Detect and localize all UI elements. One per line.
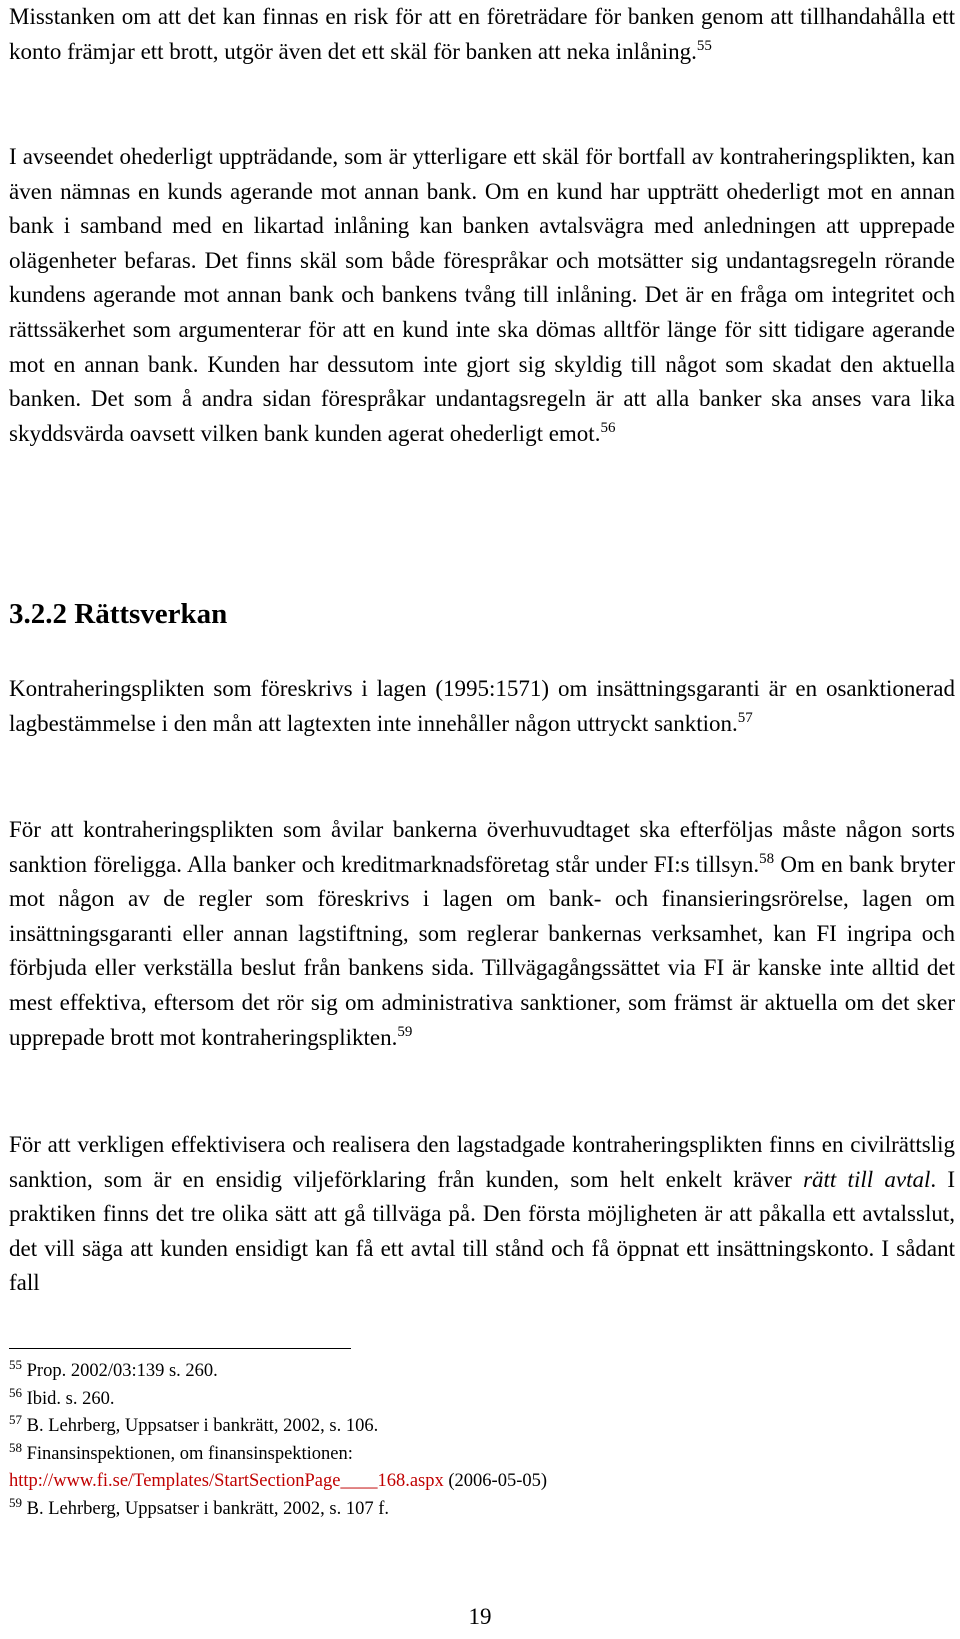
footnote-ref-59[interactable]: 59 xyxy=(397,1023,413,1040)
footnote-59: $^{59}$ B. Lehrberg, Uppsatser i bankrätt, 2002, s. 107 f. xyxy=(9,1494,390,1519)
footnote-ref-55[interactable]: 55 xyxy=(696,37,712,54)
footnote-55: $^{55}$ Prop. 2002/03:139 s. 260. xyxy=(9,1357,218,1381)
footnotes xyxy=(9,1358,955,1523)
footnote-58-link-line: http://www.fi.se/Templates/StartSectionPage____168.aspx (2006-05-05) xyxy=(9,1471,548,1491)
footnote-ref-57[interactable]: 57 xyxy=(737,709,753,726)
footnote-56: $^{56}$ Ibid. s. 260. xyxy=(9,1384,115,1409)
paragraph-kontraheringsplikten: Kontraheringsplikten som föreskrivs i lagen (1995:1571) om insättningsgaranti är en osanktionerad lagbestämmelse i den mån att lagtexten inte innehåller någon uttryckt sanktion.$^{57}$ xyxy=(9,676,955,736)
page-number: 19 xyxy=(468,1604,492,1629)
footnote-separator xyxy=(9,1348,351,1349)
paragraph-civilrattslig: För att verkligen effektivisera och realisera den lagstadgade kontraheringsplikten finns en civilrättslig sanktion, som är en ensidig viljeförklaring från kunden, som helt enkelt kräver rätt till avtal. I praktiken finns det tre olika sätt att gå tillväga på. Den första möjligheten är att påkalla ett avtalsslut, det vill säga att kunden ensidigt kan få ett avtal till stånd och få öppnat ett insättningskonto. I sådant fall xyxy=(9,1132,956,1296)
footnote-ref-58[interactable]: 58 xyxy=(759,850,775,867)
fi-link[interactable]: http://www.fi.se/Templates/StartSectionPage____168.aspx xyxy=(9,1471,444,1491)
section-heading: 3.2.2 Rättsverkan xyxy=(9,598,228,630)
paragraph-sanktion: För att kontraheringsplikten som åvilar bankerna överhuvudtaget ska efterföljas måste någon sorts sanktion föreligga. Alla banker och kreditmarknadsföretag står under FI:s tillsyn.$^{58}$ Om en bank bryter mot någon av de regler som föreskrivs i lagen om bank- och finansieringsrörelse, lagen om insättningsgaranti eller annan lagstiftning, som reglerar bankernas verksamhet, kan FI ingripa och förbjuda eller verkställa beslut från bankens sida. Tillvägagångssättet via FI är kanske inte alltid det mest effektiva, eftersom det rör sig om administrativa sanktioner, som främst är aktuella om det sker upprepade brott mot kontraheringsplikten.$^{59}$ xyxy=(9,817,955,1050)
paragraph-ohederligt: I avseendet ohederligt uppträdande, som är ytterligare ett skäl för bortfall av kontraheringsplikten, kan även nämnas en kunds agerande mot annan bank. Om en kund har uppträtt ohederligt mot en annan bank i samband med en likartad inlåning kan banken avtalsvägra med anledningen att upprepade olägenheter befaras. Det finns skäl som både förespråkar och motsätter sig undantagsregeln rörande kundens agerande mot annan bank och bankens tvång till inlåning. Det är en fråga om integritet och rättssäkerhet som argumenterar för att en kund inte ska dömas alltför länge för sitt tidigare agerande mot en annan bank. Kunden har dessutom inte gjort sig skyldig till något som skadat den aktuella banken. Det som å andra sidan förespråkar undantagsregeln är att alla banker ska anses vara lika skyddsvärda oavsett vilken bank kunden agerat ohederligt emot.$^{56}$ xyxy=(9,144,955,446)
paragraph-misstanken: Misstanken om att det kan finnas en risk för att en företrädare för banken genom att tillhandahålla ett konto främjar ett brott, utgör även det ett skäl för banken att neka inlåning.$^{55}$ xyxy=(9,4,955,64)
footnote-ref-56[interactable]: 56 xyxy=(600,419,616,436)
footnote-58: $^{58}$ Finansinspektionen, om finansinspektionen: xyxy=(9,1439,353,1464)
italic-term: rätt till avtal xyxy=(803,1166,931,1192)
footnote-57: $^{57}$ B. Lehrberg, Uppsatser i bankrätt, 2002, s. 106. xyxy=(9,1412,379,1436)
